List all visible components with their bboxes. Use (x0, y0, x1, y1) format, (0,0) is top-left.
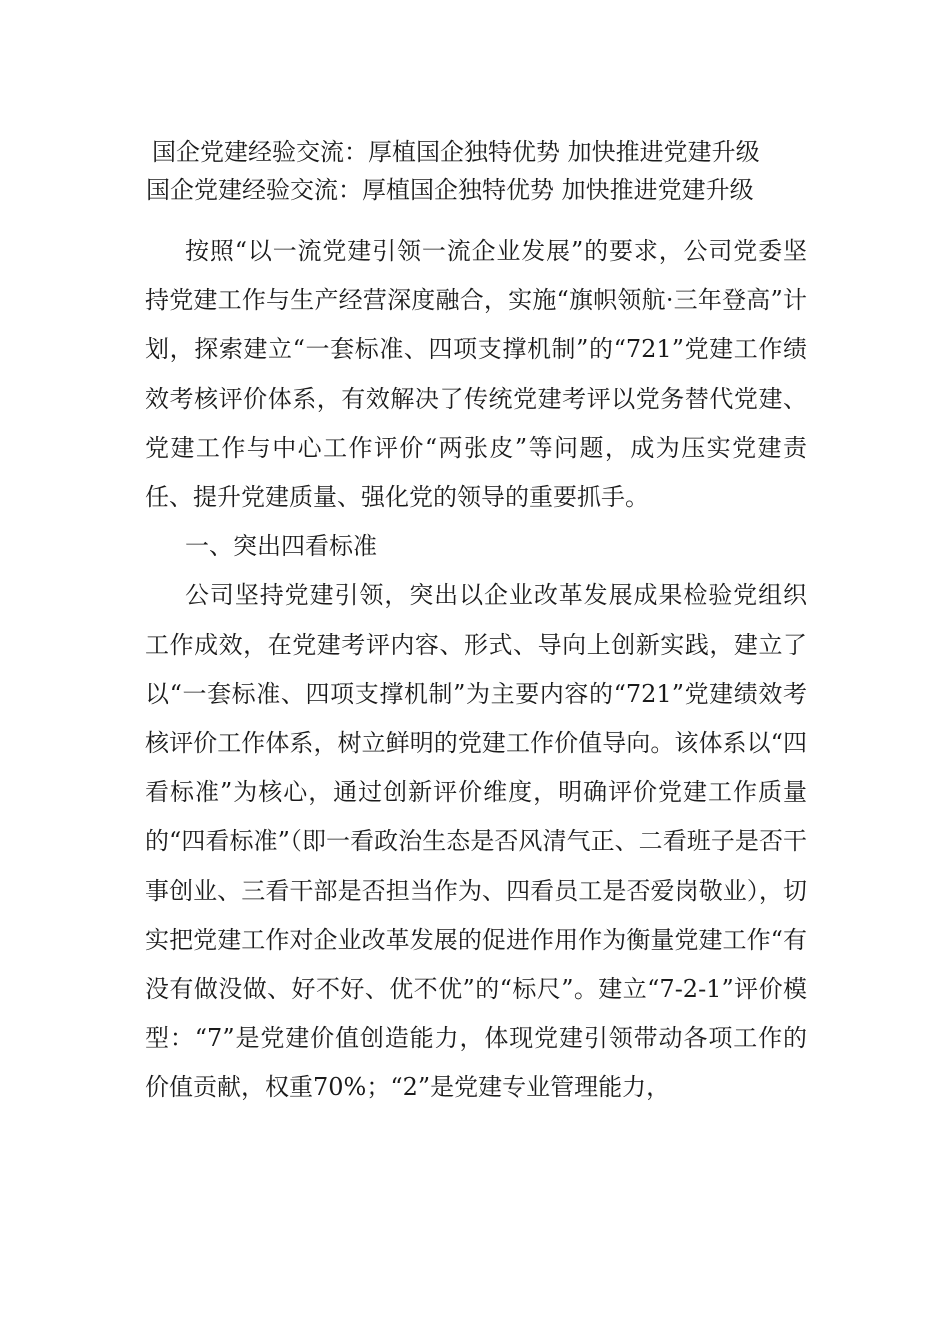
intro-paragraph: 按照“以一流党建引领一流企业发展”的要求，公司党委坚持党建工作与生产经营深度融合，实施“旗帜领航·三年登高”计划，探索建立“一套标准、四项支撑机制”的“721”党建工作绩效考核评价体系，有效解决了传统党建考评以党务替代党建、党建工作与中心工作评价“两张皮”等问题，成为压实党建责任、提升党建质量、强化党的领导的重要抓手。 (145, 237, 807, 512)
document-title-repeat: 国企党建经验交流：厚植国企独特优势 加快推进党建升级 (146, 176, 754, 204)
document-body (145, 227, 807, 1113)
section-paragraph: 公司坚持党建引领，突出以企业改革发展成果检验党组织工作成效，在党建考评内容、形式、导向上创新实践，建立了以“一套标准、四项支撑机制”为主要内容的“721”党建绩效考核评价工作体系，树立鲜明的党建工作价值导向。该体系以“四看标准”为核心，通过创新评价维度，明确评价党建工作质量的“四看标准”（即一看政治生态是否风清气正、二看班子是否干事创业、三看干部是否担当作为、四看员工是否爱岗敬业），切实把党建工作对企业改革发展的促进作用作为衡量党建工作“有没有做没做、好不好、优不优”的“标尺”。建立“7-2-1”评价模型：“7”是党建价值创造能力，体现党建引领带动各项工作的价值贡献，权重70%；“2”是党建专业管理能力， (145, 581, 807, 1102)
document-title: 国企党建经验交流：厚植国企独特优势 加快推进党建升级 (152, 138, 760, 166)
section-heading: 一、突出四看标准 (185, 532, 377, 561)
document-title-block (146, 133, 826, 209)
